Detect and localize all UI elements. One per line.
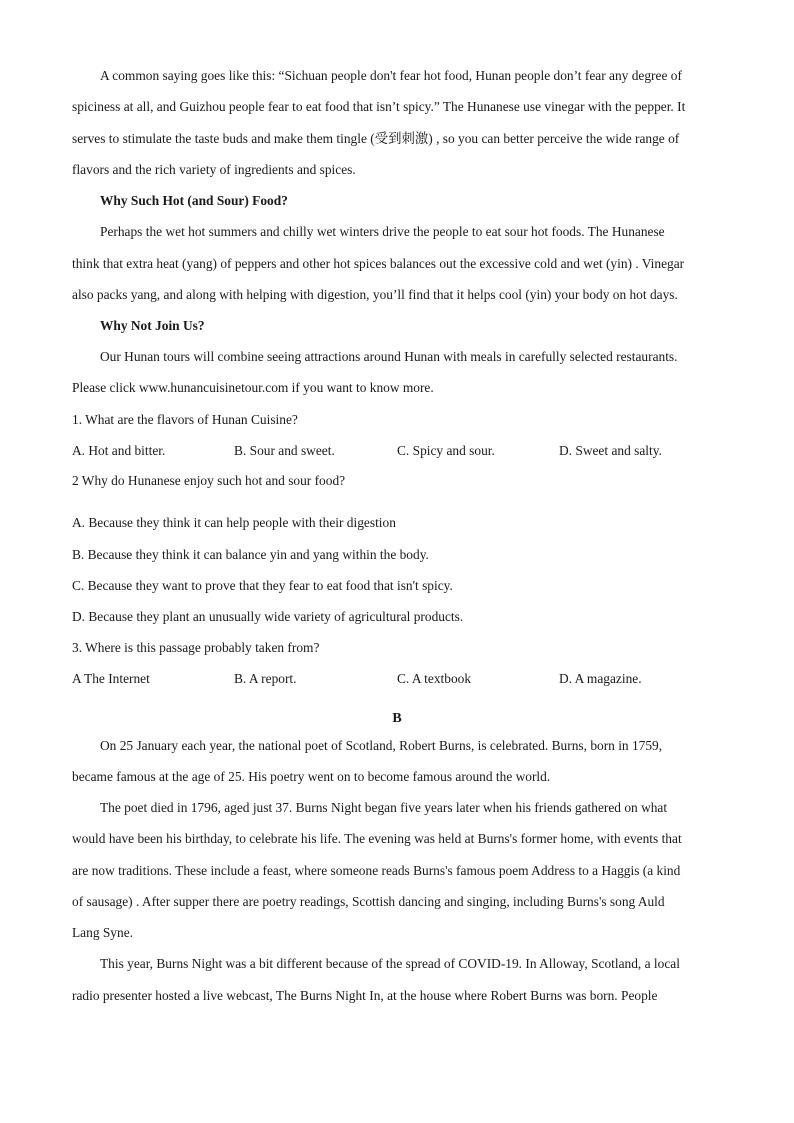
- question-1-stem: 1. What are the flavors of Hunan Cuisine?: [72, 412, 298, 427]
- section-b-label: B: [392, 711, 402, 726]
- question-1-option-b: B. Sour and sweet.: [234, 443, 335, 458]
- passage-a-p2-line-3: also packs yang, and along with helping with digestion, you’ll find that it helps cool (yin) your body on hot days.: [72, 287, 678, 302]
- passage-b-p3-line-2: radio presenter hosted a live webcast, The Burns Night In, at the house where Robert Burns was born. People: [72, 988, 658, 1003]
- passage-a-p1-line-1: A common saying goes like this: “Sichuan people don't fear hot food, Hunan people don’t fear any degree of: [100, 68, 682, 83]
- question-2-option-a: A. Because they think it can help people with their digestion: [72, 515, 396, 530]
- question-1-option-c: C. Spicy and sour.: [397, 443, 495, 458]
- passage-a-p2-line-1: Perhaps the wet hot summers and chilly wet winters drive the people to eat sour hot foods. The Hunanese: [100, 224, 665, 239]
- question-2-option-c: C. Because they want to prove that they fear to eat food that isn't spicy.: [72, 578, 453, 593]
- question-1-option-a: A. Hot and bitter.: [72, 443, 166, 458]
- question-2-option-b: B. Because they think it can balance yin and yang within the body.: [72, 547, 429, 562]
- question-2-option-d: D. Because they plant an unusually wide variety of agricultural products.: [72, 609, 464, 624]
- question-3-option-d: D. A magazine.: [559, 671, 642, 686]
- passage-a-p2-line-2: think that extra heat (yang) of peppers and other hot spices balances out the excessive cold and wet (yin) . Vinegar: [72, 256, 685, 271]
- passage-a-p1-line-2: spiciness at all, and Guizhou people fear to eat food that isn’t spicy.” The Hunanese use vinegar with the pepper. It: [72, 99, 686, 114]
- question-3-stem: 3. Where is this passage probably taken from?: [72, 640, 320, 655]
- question-3-option-a: A The Internet: [72, 671, 150, 686]
- passage-b-p2-line-3: are now traditions. These include a feast, where someone reads Burns's famous poem Address to a Haggis (a kind: [72, 863, 681, 878]
- passage-b-p3-line-1: This year, Burns Night was a bit different because of the spread of COVID-19. In Alloway, Scotland, a local: [100, 956, 680, 971]
- passage-b-p2-line-1: The poet died in 1796, aged just 37. Burns Night began five years later when his friends gathered on what: [100, 800, 668, 815]
- section-heading-why-hot: Why Such Hot (and Sour) Food?: [100, 193, 288, 208]
- passage-b-p2-line-2: would have been his birthday, to celebrate his life. The evening was held at Burns's former home, with events that: [72, 831, 682, 846]
- passage-b-p1-line-1: On 25 January each year, the national poet of Scotland, Robert Burns, is celebrated. Burns, born in 1759,: [100, 738, 663, 753]
- passage-a-p1-line-4: flavors and the rich variety of ingredients and spices.: [72, 162, 356, 177]
- passage-a-p3-line-1: Our Hunan tours will combine seeing attractions around Hunan with meals in carefully selected restaurants.: [100, 349, 678, 364]
- passage-a-p1-line-3: serves to stimulate the taste buds and make them tingle (受到刺激) , so you can better perceive the wide range of: [72, 131, 680, 146]
- question-2-stem: 2 Why do Hunanese enjoy such hot and sour food?: [72, 473, 346, 488]
- passage-b-p2-line-5: Lang Syne.: [72, 925, 133, 940]
- passage-b-p2-line-4: of sausage) . After supper there are poetry readings, Scottish dancing and singing, including Burns's song Auld: [72, 894, 665, 909]
- section-heading-join-us: Why Not Join Us?: [100, 318, 205, 333]
- question-3-option-b: B. A report.: [234, 671, 297, 686]
- question-1-option-d: D. Sweet and salty.: [559, 443, 662, 458]
- question-3-option-c: C. A textbook: [397, 671, 472, 686]
- passage-b-p1-line-2: became famous at the age of 25. His poetry went on to become famous around the world.: [72, 769, 551, 784]
- passage-a-p3-line-2: Please click www.hunancuisinetour.com if you want to know more.: [72, 380, 434, 395]
